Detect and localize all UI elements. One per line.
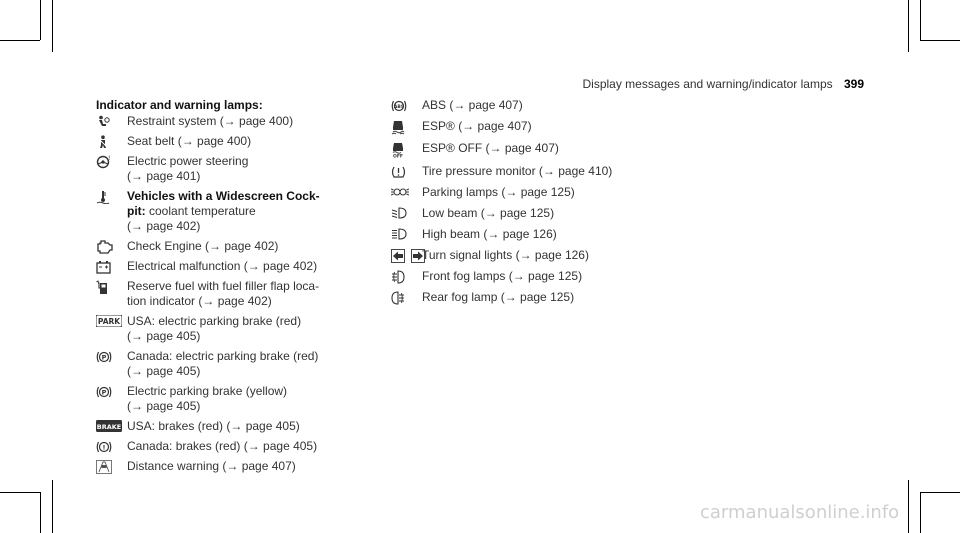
entry-line: coolant temperature xyxy=(149,204,256,218)
svg-text:ABS: ABS xyxy=(393,105,405,110)
low-beam-icon xyxy=(391,207,407,219)
entry-line: USA: electric parking brake (red) xyxy=(127,314,302,328)
entry-line: Check Engine (→ page 402) xyxy=(127,239,279,253)
entry-line: (→ page 405) xyxy=(127,399,201,413)
entry-rear-fog-lamp xyxy=(391,290,661,305)
svg-text:OFF: OFF xyxy=(393,154,403,158)
right-column xyxy=(391,98,661,311)
crop-mark xyxy=(908,480,909,533)
entry-line: Parking lamps (→ page 125) xyxy=(422,185,575,199)
entry-restraint-system xyxy=(96,114,366,129)
svg-text:P: P xyxy=(101,353,107,362)
park-brake-usa-icon xyxy=(96,315,122,327)
entry-tire-pressure xyxy=(391,164,661,179)
entry-brake-canada xyxy=(96,439,366,454)
entry-line: Distance warning (→ page 407) xyxy=(127,459,296,473)
entry-check-engine xyxy=(96,239,366,254)
entry-seat-belt xyxy=(96,134,366,149)
entry-line: Electric power steering xyxy=(127,154,249,168)
entry-line: Restraint system (→ page 400) xyxy=(127,114,294,128)
crop-mark xyxy=(52,0,53,52)
svg-text:!: ! xyxy=(108,155,111,162)
entry-line: Canada: electric parking brake (red) xyxy=(127,349,319,363)
entry-low-beam xyxy=(391,206,661,221)
svg-text:PARK: PARK xyxy=(97,317,121,326)
entry-line: ESP® OFF (→ page 407) xyxy=(422,141,559,155)
entry-front-fog-lamps xyxy=(391,269,661,284)
entry-coolant-temperature xyxy=(96,189,366,234)
entry-line: tion indicator (→ page 402) xyxy=(127,294,272,308)
entry-electrical-malfunction xyxy=(96,259,366,274)
coolant-temperature-icon xyxy=(96,190,110,204)
entry-abs xyxy=(391,98,661,113)
check-engine-icon xyxy=(96,240,113,254)
brake-usa-icon xyxy=(96,420,122,432)
svg-text:P: P xyxy=(101,388,107,397)
turn-signal-left-icon xyxy=(391,249,405,263)
entry-esp xyxy=(391,119,661,135)
entry-power-steering xyxy=(96,154,366,184)
entry-line: Front fog lamps (→ page 125) xyxy=(422,269,583,283)
esp-off-icon xyxy=(391,142,405,158)
entry-parking-lamps xyxy=(391,185,661,200)
entry-parking-brake-yellow xyxy=(96,384,366,414)
distance-warning-icon xyxy=(96,460,112,474)
crop-mark xyxy=(920,40,960,41)
rear-fog-lamp-icon xyxy=(391,291,405,305)
parking-lamps-icon xyxy=(391,186,409,198)
svg-text:BRAKE: BRAKE xyxy=(96,422,122,431)
entry-line: (→ page 402) xyxy=(127,219,201,233)
section-heading: Indicator and warning lamps: xyxy=(96,98,263,112)
power-steering-icon xyxy=(96,155,111,169)
entry-reserve-fuel xyxy=(96,279,366,309)
crop-mark xyxy=(0,40,40,41)
watermark: carmanualsonline.info xyxy=(700,502,900,523)
entry-line: Turn signal lights (→ page 126) xyxy=(422,248,589,262)
entry-park-brake-usa xyxy=(96,314,366,344)
entry-line: ESP® (→ page 407) xyxy=(422,119,532,133)
battery-icon xyxy=(96,260,111,274)
svg-text:!: ! xyxy=(102,443,106,452)
fuel-pump-icon xyxy=(96,280,110,295)
entry-line: Electrical malfunction (→ page 402) xyxy=(127,259,318,273)
running-header xyxy=(583,77,865,91)
entry-line: Seat belt (→ page 400) xyxy=(127,134,252,148)
crop-mark xyxy=(52,480,53,533)
brake-canada-icon xyxy=(96,440,112,454)
entry-line: Canada: brakes (red) (→ page 405) xyxy=(127,439,318,453)
entry-line: (→ page 405) xyxy=(127,329,201,343)
parking-brake-canada-icon xyxy=(96,350,112,364)
entry-line: Reserve fuel with fuel filler flap loca- xyxy=(127,279,320,293)
high-beam-icon xyxy=(391,228,407,240)
entry-line: High beam (→ page 126) xyxy=(422,227,557,241)
crop-mark xyxy=(920,492,960,493)
entry-line: Electric parking brake (yellow) xyxy=(127,384,288,398)
entry-line: Low beam (→ page 125) xyxy=(422,206,555,220)
entry-high-beam xyxy=(391,227,661,242)
parking-brake-yellow-icon xyxy=(96,385,112,399)
entry-line: Rear fog lamp (→ page 125) xyxy=(422,290,575,304)
crop-mark xyxy=(0,492,40,493)
entry-line: Tire pressure monitor (→ page 410) xyxy=(422,164,613,178)
page-number: 399 xyxy=(843,77,864,91)
tire-pressure-icon xyxy=(391,165,406,179)
crop-mark xyxy=(920,492,921,533)
entry-line: USA: brakes (red) (→ page 405) xyxy=(127,419,300,433)
left-column xyxy=(96,98,366,479)
crop-mark xyxy=(908,0,909,52)
crop-mark xyxy=(920,0,921,40)
entry-line: ABS (→ page 407) xyxy=(422,98,523,112)
entry-bold-label: Vehicles with a Widescreen Cock- pit: xyxy=(127,189,320,218)
entry-line: (→ page 405) xyxy=(127,364,201,378)
esp-icon xyxy=(391,120,405,135)
seat-belt-icon xyxy=(96,135,110,149)
entry-brake-usa xyxy=(96,419,366,434)
restraint-system-icon xyxy=(96,115,110,129)
entry-turn-signal xyxy=(391,248,661,263)
abs-icon xyxy=(391,99,407,113)
front-fog-lamp-icon xyxy=(391,270,405,284)
entry-line: (→ page 401) xyxy=(127,169,201,183)
entry-distance-warning xyxy=(96,459,366,474)
entry-esp-off xyxy=(391,141,661,158)
entry-parking-brake-canada xyxy=(96,349,366,379)
crop-mark xyxy=(40,492,41,533)
section-title: Display messages and warning/indicator lamps xyxy=(582,77,833,91)
crop-mark xyxy=(40,0,41,40)
